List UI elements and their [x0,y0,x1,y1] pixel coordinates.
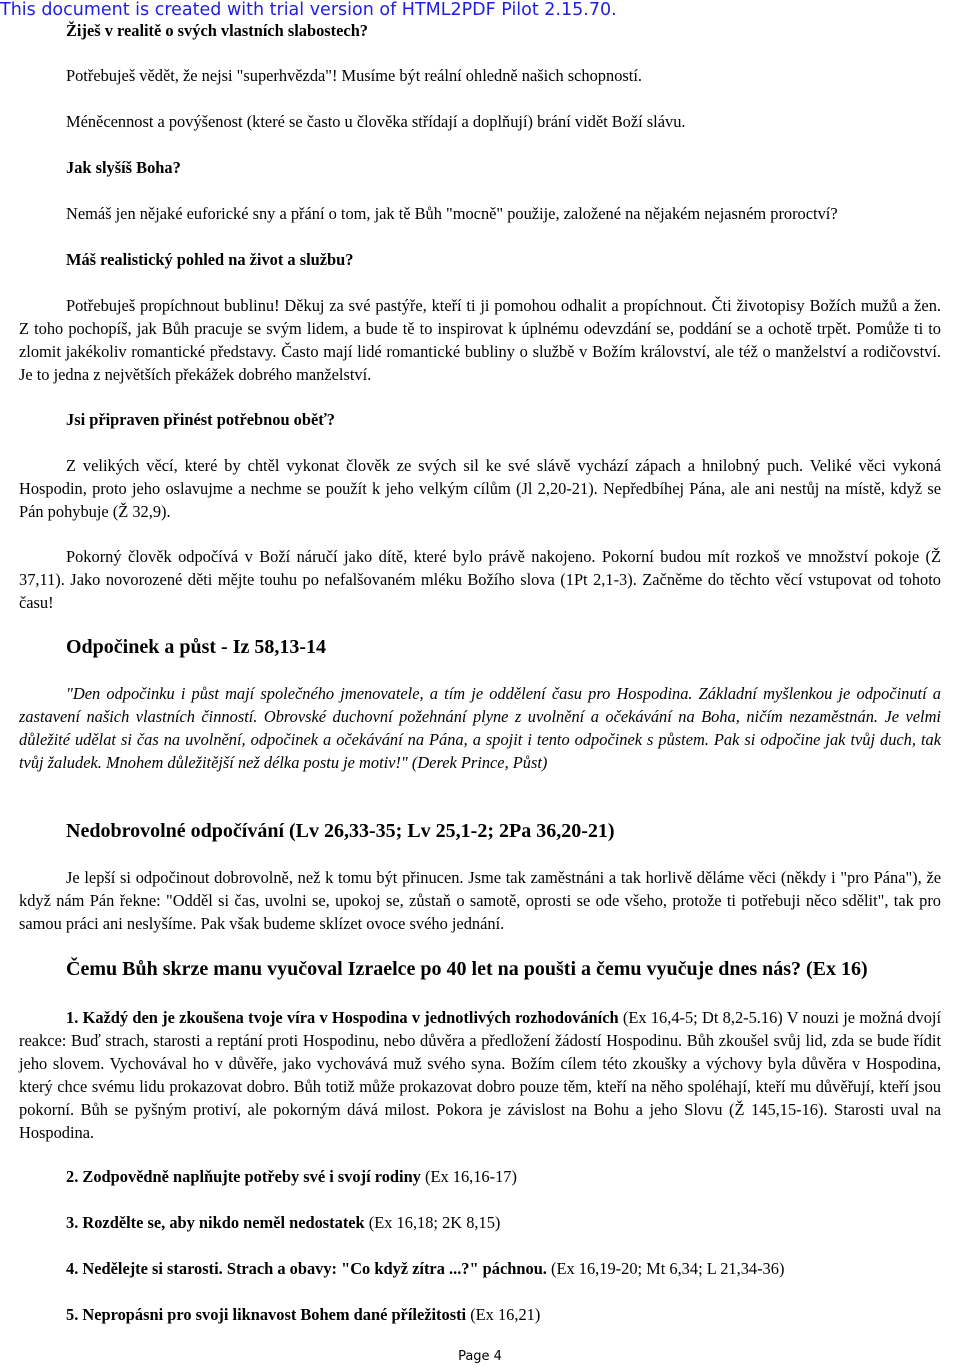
list-item-4-text: (Ex 16,19-20; Mt 6,34; L 21,34-36) [546,1259,785,1278]
list-item-3-title: 3. Rozdělte se, aby nikdo neměl nedostatek [66,1213,365,1232]
list-item-5 [66,1303,941,1326]
question-weaknesses: Žiješ v realitě o svých vlastních slabostech? [66,21,369,40]
list-item-1 [19,1006,941,1144]
list-item-4-title: 4. Nedělejte si starosti. Strach a obavy: "Co když zítra ...?" páchnou. [66,1259,547,1278]
paragraph-inferiority: Méněcennost a povýšenost (které se často u člověka střídají a doplňují) brání vidět Boží slávu. [66,112,686,131]
trial-watermark: This document is created with trial version of HTML2PDF Pilot 2.15.70. [0,0,617,20]
paragraph-great-things: Z velikých věcí, které by chtěl vykonat člověk ze svých sil ke své slávě vychází zápach a hnilobný puch. Veliké věci vykoná Hospodin, proto jeho oslavujme a nechme se použít k jeho velkým cílům (Jl 2,20-21). Nepředbíhej Pána, ale ani nestůj na místě, když se Pán pohybuje (Ž 32,9). [19,456,941,521]
list-item-2-text: (Ex 16,16-17) [420,1167,517,1186]
question-hear-god: Jak slyšíš Boha? [66,158,181,177]
paragraph-euphoric-dreams: Nemáš jen nějaké euforické sny a přání o tom, jak tě Bůh "mocně" použije, založené na nějakém nejasném proroctví? [66,204,838,223]
list-item-5-text: (Ex 16,21) [466,1305,541,1324]
paragraph-pop-bubble: Potřebuješ propíchnout bublinu! Děkuj za své pastýře, kteří ti ji pomohou odhalit a propíchnout. Čti životopisy Božích mužů a žen. Z toho pochopíš, jak Bůh pracuje se svým lidem, a bude tě to inspirovat k úplnému odevzdání se, poddání se a ochotě trpět. Pomůže ti to zlomit jakékoliv romantické představy. Často mají lidé romantické bubliny o službě v Božím království, ale též o manželství a rodičovství. Je to jedna z největších překážek dobrého manželství. [19,296,941,384]
list-item-3 [66,1211,941,1234]
page-number: Page 4 [458,1349,502,1364]
paragraph-humble-man: Pokorný člověk odpočívá v Boží náručí jako dítě, které bylo právě nakojeno. Pokorní budou mít rozkoš ve množství pokoje (Ž 37,11). Jako novorozené děti mějte touhu po nefalšovaném mléku Božího slova (1Pt 2,1-3). Začněme do těchto věcí vstupovat od tohoto času! [19,547,941,612]
question-realistic-view: Máš realistický pohled na život a službu? [66,250,354,269]
list-item-2-title: 2. Zodpovědně naplňujte potřeby své i svojí rodiny [66,1167,421,1186]
list-item-5-title: 5. Nepropásni pro svoji liknavost Bohem dané příležitosti [66,1305,467,1324]
heading-rest-fasting: Odpočinek a půst - Iz 58,13-14 [66,636,327,658]
list-item-1-title: 1. Každý den je zkoušena tvoje víra v Hospodina v jednotlivých rozhodováních [66,1008,619,1027]
paragraph-superstar: Potřebuješ vědět, že nejsi "superhvězda"! Musíme být reální ohledně našich schopností. [66,66,642,85]
quote-derek-prince: "Den odpočinku i půst mají společného jmenovatele, a tím je oddělení času pro Hospodina. Základní myšlenkou je odpočinutí a zastavení našich vlastních činností. Obrovské duchovní požehnání plyne z uvolnění a očekávání na Boha, ničím nezaměstnán. Je velmi důležité udělat si čas na uvolnění, odpočinek a očekávání na Pána, a spojit i tento odpočinek s půstem. Pak si odpočine jak tvůj duch, tak tvůj žaludek. Mnohem důležitější než délka postu je motiv!" (Derek Prince, Půst) [19,684,941,772]
list-item-4 [66,1257,941,1280]
heading-manna-teaching: Čemu Bůh skrze manu vyučoval Izraelce po 40 let na poušti a čemu vyučuje dnes nás? (Ex 16) [66,958,868,980]
paragraph-rest-voluntarily: Je lepší si odpočinout dobrovolně, než k tomu být přinucen. Jsme tak zaměstnáni a tak horlivě děláme věci (někdy i "pro Pána"), že když nám Pán řekne: "Odděl si čas, uvolni se, upokoj se, zůstaň o samotě, oprosti se ode všeho, protože ti potřebuji něco sdělit", tak pro samou práci ani neslyšíme. Pak však budeme sklízet ovoce svého jednání. [19,868,941,933]
list-item-1-text: (Ex 16,4-5; Dt 8,2-5.16) V nouzi je možná dvojí reakce: Buď strach, starosti a reptání proti Hospodinu, nebo důvěra a předložení žádostí Hospodinu. Bůh zkoušel svůj lid, zda se bude řídit jeho slovem. Vychovával ho v důvěře, jako vychovává muž svého syna. Božím cílem této zkoušky a výchovy byla důvěra v Hospodina, který chce svému lidu prokazovat dobro. Bůh totiž může prokazovat dobro pouze těm, kteří na něho spoléhají, kteří mu důvěřují, kteří jsou pokorní. Bůh se pyšným protiví, ale pokorným dává milost. Pokora je závislost na Bohu a jeho Slovu (Ž 145,15-16). Starosti uval na Hospodina. [19,1008,941,1142]
list-item-3-text: (Ex 16,18; 2K 8,15) [364,1213,501,1232]
heading-involuntary-rest: Nedobrovolné odpočívání (Lv 26,33-35; Lv 25,1-2; 2Pa 36,20-21) [66,820,615,842]
question-sacrifice: Jsi připraven přinést potřebnou oběť? [66,410,335,429]
list-item-2 [66,1165,941,1188]
